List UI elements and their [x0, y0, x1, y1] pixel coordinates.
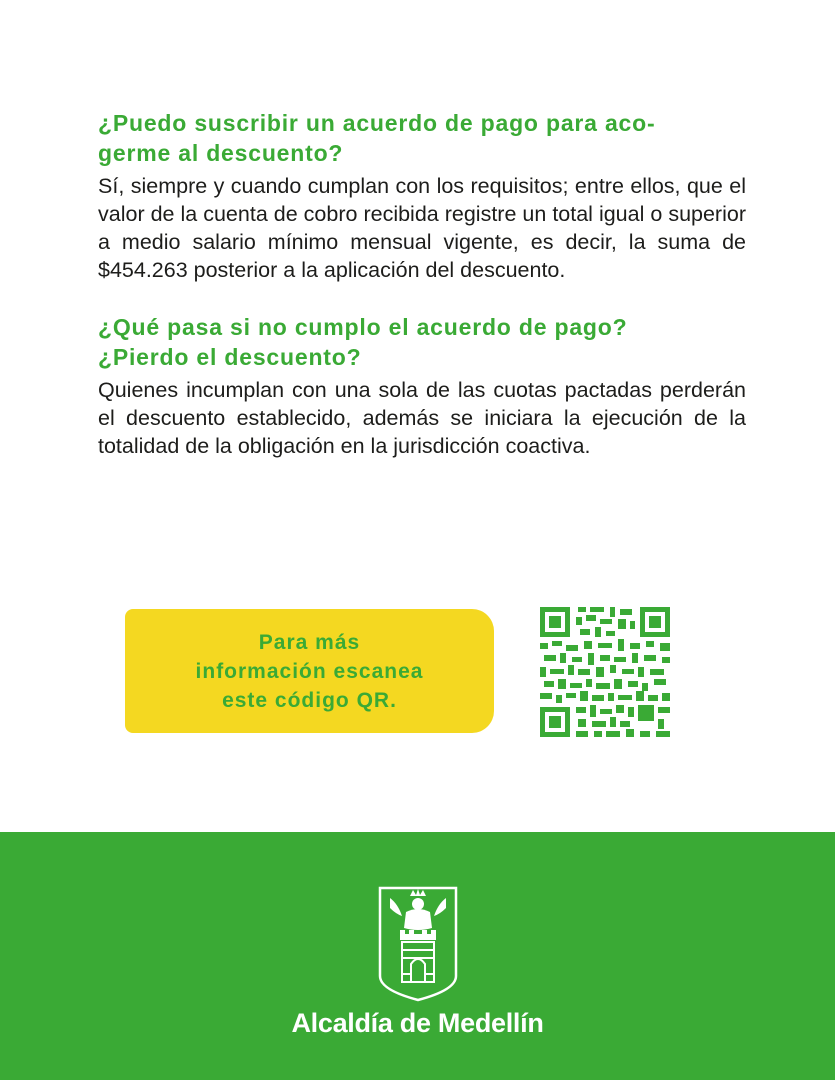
more-info-callout	[125, 609, 494, 733]
faq-question	[98, 312, 746, 372]
callout-line: información escanea	[195, 659, 424, 683]
qr-code-icon[interactable]	[540, 607, 670, 737]
faq-section	[98, 108, 746, 460]
faq-question-line: ¿Puedo suscribir un acuerdo de pago para aco-	[98, 110, 656, 136]
faq-answer: Sí, siempre y cuando cumplan con los requisitos; entre ellos, que el valor de la cuenta de cobro recibida registre un total igual o superior a medio salario mínimo mensual vigente, es decir, la suma de $454.263 posterior a la aplicación del descuento.	[98, 174, 746, 282]
callout-line: Para más	[258, 630, 361, 654]
faq-item-breach-agreement	[98, 312, 746, 460]
faq-answer: Quienes incumplan con una sola de las cuotas pactadas perderán el descuento establecido, además se iniciara la ejecución de la totalidad de la obligación en la jurisdicción coactiva.	[98, 378, 746, 458]
callout-line: este código QR.	[222, 688, 397, 712]
medellin-coat-of-arms-icon	[376, 884, 460, 1004]
faq-question	[98, 108, 746, 168]
organization-name: Alcaldía de Medellín	[291, 1008, 544, 1038]
faq-question-line: ¿Qué pasa si no cumplo el acuerdo de pago?	[98, 314, 628, 340]
faq-question-line: ¿Pierdo el descuento?	[98, 344, 362, 370]
faq-question-line: germe al descuento?	[98, 140, 344, 166]
faq-item-discount-agreement	[98, 108, 746, 284]
